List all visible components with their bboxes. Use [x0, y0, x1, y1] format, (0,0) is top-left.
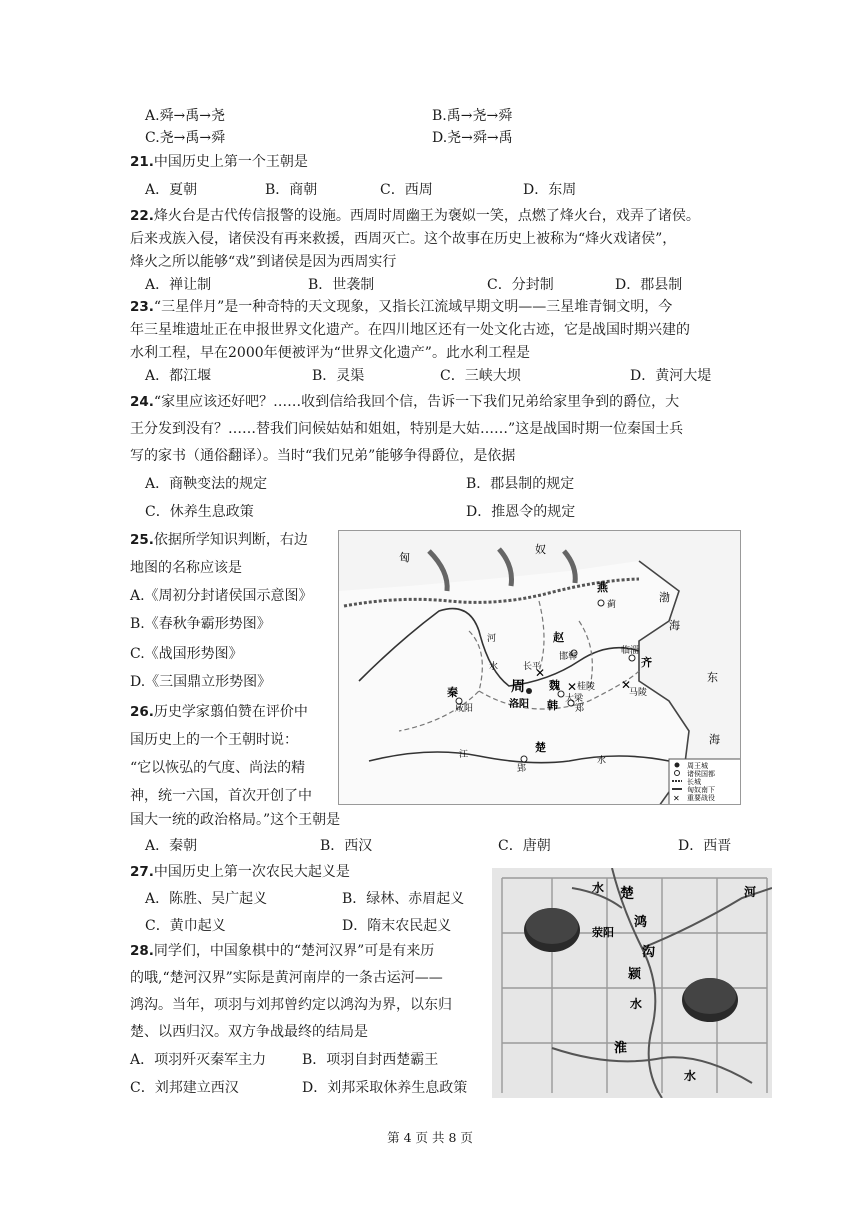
q26-option-d: D．西晋 — [678, 838, 732, 854]
map-label-han: 韩 — [547, 699, 558, 712]
chinese-chess-board-image — [492, 868, 772, 1098]
q28-stem-line1 — [130, 941, 434, 961]
q20-option-c: C.尧→禹→舜 — [145, 130, 226, 146]
q25-option-d: D.《三国鼎立形势图》 — [130, 674, 272, 690]
map-label-zhao: 赵 — [553, 631, 564, 644]
question-text: 历史学家翦伯赞在评价中 — [153, 704, 308, 720]
battle-maling-marker: ✕ — [621, 678, 632, 692]
map-label-jiang: 江 — [459, 750, 469, 760]
legend-battle-marker: ✕ — [673, 794, 680, 803]
q23-stem-line3: 水利工程，早在2000年便被评为“世界文化遗产”。此水利工程是 — [130, 345, 530, 361]
legend-capital-marker — [675, 771, 680, 776]
map-label-dong: 东 — [707, 671, 718, 684]
legend-label-4: 重要战役 — [687, 794, 715, 802]
q26-option-a: A．秦朝 — [145, 838, 198, 854]
q27-option-c: C．黄巾起义 — [145, 918, 226, 934]
q22-option-c: C．分封制 — [487, 277, 554, 293]
question-number: 24. — [130, 394, 154, 410]
map-label-shui2: 水 — [597, 756, 607, 766]
question-number: 26. — [130, 704, 154, 720]
q26-stem-line4: 神，统一六国，首次开创了中 — [130, 788, 312, 804]
map-label-guiling: 桂陵 — [577, 682, 596, 692]
q22-option-a: A．禅让制 — [145, 277, 212, 293]
chess-label-he: 河 — [744, 885, 757, 899]
q24-stem-line2: 王分发到没有？……替我们问候姑姑和姐姐，特别是大姑……”这是战国时期一位秦国士兵 — [130, 421, 684, 437]
map-label-wei: 魏 — [549, 679, 560, 692]
capital-ying-marker — [521, 756, 527, 762]
map-label-hai: 海 — [669, 619, 680, 632]
chess-label-gou: 沟 — [642, 945, 656, 960]
q23-option-b: B．灵渠 — [312, 368, 365, 384]
q21-option-d: D．东周 — [523, 182, 577, 198]
map-graphic — [339, 531, 741, 805]
q21-option-c: C．西周 — [380, 182, 433, 198]
battle-changping-marker: ✕ — [535, 666, 546, 680]
q26-option-b: B．西汉 — [320, 838, 373, 854]
map-label-bo: 渤 — [659, 591, 670, 604]
q28-option-b: B．项羽自封西楚霸王 — [302, 1052, 439, 1068]
q27-option-b: B．绿林、赤眉起义 — [342, 891, 465, 907]
question-number: 22. — [130, 208, 154, 224]
q28-option-d: D．刘邦采取休养生息政策 — [302, 1080, 468, 1096]
chess-piece-right-top — [684, 978, 736, 1014]
q28-stem-line4: 楚、以西归汉。双方争战最终的结局是 — [130, 1024, 368, 1040]
q28-stem-line2: 的哦,“楚河汉界”实际是黄河南岸的一条古运河—— — [130, 970, 443, 986]
q21-option-a: A．夏朝 — [145, 182, 198, 198]
question-text: 同学们，中国象棋中的“楚河汉界”可是有来历 — [153, 943, 435, 959]
map-label-ying: 郢 — [517, 764, 527, 774]
q22-stem-line1 — [130, 206, 700, 226]
q28-stem-line3: 鸿沟。当年，项羽与刘邦曾约定以鸿沟为界，以东归 — [130, 997, 452, 1013]
chess-board-graphic — [492, 868, 772, 1098]
q25-option-b: B.《春秋争霸形势图》 — [130, 616, 271, 632]
map-label-yan: 燕 — [597, 581, 608, 594]
map-label-qin: 秦 — [447, 686, 458, 699]
map-label-ji: 蓟 — [607, 600, 617, 610]
q21-stem — [130, 152, 308, 172]
q26-option-c: C．唐朝 — [498, 838, 551, 854]
battle-guiling-marker: ✕ — [567, 680, 578, 694]
map-label-nu: 奴 — [535, 543, 546, 556]
map-label-shui: 水 — [489, 662, 499, 672]
q22-stem-line2: 后来戎族入侵，诸侯没有再来救援，西周灭亡。这个故事在历史上被称为“烽火戏诸侯”， — [130, 231, 677, 247]
q23-option-a: A．都江堰 — [145, 368, 212, 384]
question-number: 23. — [130, 299, 154, 315]
legend-label-3: 匈奴南下 — [687, 786, 715, 794]
q22-option-d: D．郡县制 — [615, 277, 683, 293]
map-label-xiongnu: 匈 — [399, 551, 410, 564]
q23-option-d: D．黄河大堤 — [630, 368, 712, 384]
map-label-changping: 长平 — [523, 662, 542, 672]
legend-label-2: 长城 — [687, 778, 701, 786]
chess-piece-left-top — [526, 908, 578, 944]
map-label-xianyang: 咸阳 — [455, 704, 474, 714]
question-text: “三星伴月”是一种奇特的天文现象，又指长江流域早期文明——三星堆青铜文明，今 — [153, 299, 673, 315]
chess-label-ying: 颍 — [628, 967, 642, 982]
q27-stem — [130, 862, 350, 882]
q25-stem-line1 — [130, 530, 308, 550]
q23-option-c: C．三峡大坝 — [440, 368, 521, 384]
q20-option-b: B.禹→尧→舜 — [432, 108, 513, 124]
q22-option-b: B．世袭制 — [308, 277, 375, 293]
chess-label-shui2: 水 — [630, 997, 643, 1011]
question-number: 21. — [130, 154, 154, 170]
map-label-hai2: 海 — [709, 733, 720, 746]
chess-label-huai: 淮 — [614, 1041, 628, 1056]
warring-states-map — [338, 530, 741, 805]
map-label-chu: 楚 — [535, 741, 546, 754]
question-text: 中国历史上第一次农民大起义是 — [153, 864, 350, 880]
question-text: 依据所学知识判断，右边 — [153, 532, 308, 548]
map-label-maling: 马陵 — [629, 688, 648, 698]
chess-label-yingyang: 荥阳 — [592, 926, 614, 939]
q24-stem-line1 — [130, 392, 679, 412]
legend-zhou-marker — [675, 763, 680, 768]
chess-label-chu: 楚 — [620, 886, 634, 902]
q28-option-a: A．项羽歼灭秦军主力 — [130, 1052, 267, 1068]
q21-option-b: B．商朝 — [265, 182, 318, 198]
q26-stem-line3: “它以恢弘的气度、尚法的精 — [130, 760, 306, 776]
question-number: 28. — [130, 943, 154, 959]
map-label-linzi: 临淄 — [621, 646, 640, 656]
q20-option-d: D.尧→舜→禹 — [432, 130, 513, 146]
q23-stem-line1 — [130, 297, 672, 317]
map-label-he: 河 — [487, 634, 497, 644]
q25-option-a: A.《周初分封诸侯国示意图》 — [130, 588, 313, 604]
question-text: 烽火台是古代传信报警的设施。西周时周幽王为褒姒一笑，点燃了烽火台，戏弄了诸侯。 — [153, 208, 700, 224]
question-text: “家里应该还好吧？……收到信给我回个信，告诉一下我们兄弟给家里争到的爵位，大 — [153, 394, 680, 410]
q24-option-b: B．郡县制的规定 — [466, 476, 575, 492]
map-label-handan: 邯郸 — [559, 652, 578, 662]
q26-stem-line2: 国历史上的一个王朝时说： — [130, 732, 298, 748]
q27-option-d: D．隋末农民起义 — [342, 918, 452, 934]
q24-stem-line3: 写的家书（通俗翻译）。当时“我们兄弟”能够争得爵位，是依据 — [130, 448, 516, 464]
q23-stem-line2: 年三星堆遗址正在申报世界文化遗产。在四川地区还有一处文化古迹，它是战国时期兴建的 — [130, 322, 690, 338]
chess-label-shui3: 水 — [684, 1069, 697, 1083]
board-background — [492, 868, 772, 1098]
page-footer: 第 4 页 共 8 页 — [387, 1130, 473, 1145]
q26-stem-line5: 国大一统的政治格局。”这个王朝是 — [130, 812, 341, 828]
q24-option-c: C．休养生息政策 — [145, 504, 254, 520]
q24-option-d: D．推恩令的规定 — [466, 504, 576, 520]
q20-option-a: A.舜→禹→尧 — [145, 108, 226, 124]
q22-stem-line3: 烽火之所以能够“戏”到诸侯是因为西周实行 — [130, 254, 397, 270]
map-label-daliang: 大梁 — [565, 694, 584, 704]
map-label-luoyang: 洛阳 — [509, 699, 529, 710]
question-number: 27. — [130, 864, 154, 880]
q26-stem-line1 — [130, 702, 308, 722]
capital-ji-marker — [598, 600, 604, 606]
legend-label-1: 诸侯国都 — [687, 770, 715, 778]
q24-option-a: A．商鞅变法的规定 — [145, 476, 268, 492]
q25-option-c: C.《战国形势图》 — [130, 646, 243, 662]
map-label-zhou: 周 — [511, 679, 525, 695]
capital-luoyang-marker — [526, 688, 532, 694]
chess-label-hong: 鸿 — [634, 915, 648, 930]
question-text: 中国历史上第一个王朝是 — [153, 154, 308, 170]
q25-stem-line2: 地图的名称应该是 — [130, 560, 242, 576]
map-label-zheng: 郑 — [575, 704, 585, 714]
q27-option-a: A．陈胜、吴广起义 — [145, 891, 268, 907]
map-label-qi: 齐 — [641, 656, 652, 669]
chess-label-shui: 水 — [592, 881, 605, 895]
legend-label-0: 周王城 — [687, 762, 708, 770]
q28-option-c: C．刘邦建立西汉 — [130, 1080, 239, 1096]
question-number: 25. — [130, 532, 154, 548]
